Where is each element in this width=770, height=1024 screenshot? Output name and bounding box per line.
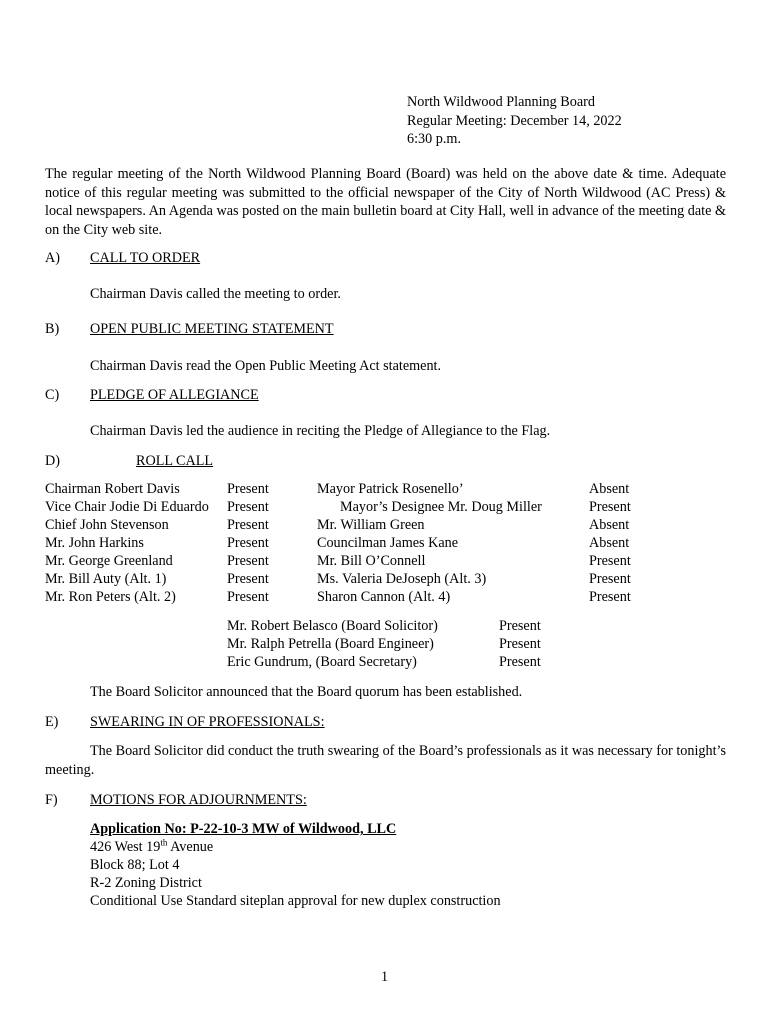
application-address bbox=[90, 838, 501, 856]
member-status: Present bbox=[227, 481, 269, 497]
member-name: Mayor Patrick Rosenello’ bbox=[317, 481, 464, 497]
member-name: Vice Chair Jodie Di Eduardo bbox=[45, 499, 209, 515]
professional-name: Mr. Ralph Petrella (Board Engineer) bbox=[227, 636, 434, 652]
section-c-title: PLEDGE OF ALLEGIANCE bbox=[90, 387, 259, 403]
application-block bbox=[90, 820, 501, 910]
page-number: 1 bbox=[381, 969, 389, 985]
member-name: Chief John Stevenson bbox=[45, 517, 169, 533]
professional-status: Present bbox=[499, 618, 541, 634]
section-d-letter: D) bbox=[45, 453, 60, 469]
section-f-letter: F) bbox=[45, 792, 58, 808]
member-status: Present bbox=[589, 589, 631, 605]
application-title: Application No: P-22-10-3 MW of Wildwood, LLC bbox=[90, 821, 397, 837]
member-name: Mr. Bill Auty (Alt. 1) bbox=[45, 571, 167, 587]
member-name: Mr. Bill O’Connell bbox=[317, 553, 426, 569]
section-e-title: SWEARING IN OF PROFESSIONALS: bbox=[90, 714, 325, 730]
application-zoning: R-2 Zoning District bbox=[90, 875, 202, 891]
quorum-text: The Board Solicitor announced that the Board quorum has been established. bbox=[90, 684, 523, 700]
member-name: Mayor’s Designee Mr. Doug Miller bbox=[340, 499, 542, 515]
board-name: North Wildwood Planning Board bbox=[407, 94, 595, 110]
address-street: 426 West 19 bbox=[90, 839, 161, 855]
section-b-letter: B) bbox=[45, 321, 60, 337]
address-ordinal: th bbox=[160, 837, 168, 848]
application-block-lot: Block 88; Lot 4 bbox=[90, 857, 180, 873]
member-name: Chairman Robert Davis bbox=[45, 481, 180, 497]
professional-status: Present bbox=[499, 654, 541, 670]
member-name: Mr. George Greenland bbox=[45, 553, 173, 569]
application-description: Conditional Use Standard siteplan approval for new duplex construction bbox=[90, 893, 501, 909]
meeting-time: 6:30 p.m. bbox=[407, 131, 461, 147]
member-status: Present bbox=[589, 499, 631, 515]
section-d-title: ROLL CALL bbox=[136, 453, 214, 469]
member-status: Present bbox=[227, 589, 269, 605]
section-f-title: MOTIONS FOR ADJOURNMENTS: bbox=[90, 792, 307, 808]
document-header bbox=[407, 93, 622, 149]
member-status: Present bbox=[589, 571, 631, 587]
section-c-letter: C) bbox=[45, 387, 60, 403]
section-e-text: The Board Solicitor did conduct the truth swearing of the Board’s professionals as it was necessary for tonight’s meeting. bbox=[45, 743, 726, 778]
member-status: Present bbox=[227, 517, 269, 533]
member-status: Present bbox=[589, 553, 631, 569]
professional-status: Present bbox=[499, 636, 541, 652]
member-name: Mr. William Green bbox=[317, 517, 425, 533]
member-status: Absent bbox=[589, 517, 630, 533]
member-status: Present bbox=[227, 535, 269, 551]
member-name: Mr. Ron Peters (Alt. 2) bbox=[45, 589, 176, 605]
professional-name: Mr. Robert Belasco (Board Solicitor) bbox=[227, 618, 438, 634]
intro-paragraph: The regular meeting of the North Wildwood Planning Board (Board) was held on the above date & time. Adequate notice of this regular meeting was submitted to the official newspaper of the City of North Wildwood (AC Press) & local newspapers. An Agenda was posted on the main bulletin board at City Hall, well in advance of the meeting date & on the City web site. bbox=[45, 166, 726, 238]
member-status: Absent bbox=[589, 481, 630, 497]
section-b-title: OPEN PUBLIC MEETING STATEMENT bbox=[90, 321, 334, 337]
professional-name: Eric Gundrum, (Board Secretary) bbox=[227, 654, 417, 670]
section-b-text: Chairman Davis read the Open Public Meeting Act statement. bbox=[90, 358, 442, 374]
section-e-letter: E) bbox=[45, 714, 59, 730]
member-status: Absent bbox=[589, 535, 630, 551]
member-name: Ms. Valeria DeJoseph (Alt. 3) bbox=[317, 571, 487, 587]
section-c-text: Chairman Davis led the audience in reciting the Pledge of Allegiance to the Flag. bbox=[90, 423, 551, 439]
section-a-letter: A) bbox=[45, 250, 60, 266]
section-a-title: CALL TO ORDER bbox=[90, 250, 201, 266]
meeting-date: Regular Meeting: December 14, 2022 bbox=[407, 112, 622, 129]
member-status: Present bbox=[227, 499, 269, 515]
member-name: Councilman James Kane bbox=[317, 535, 459, 551]
section-a-text: Chairman Davis called the meeting to order. bbox=[90, 286, 341, 302]
member-name: Mr. John Harkins bbox=[45, 535, 144, 551]
address-suffix: Avenue bbox=[167, 839, 214, 855]
member-name: Sharon Cannon (Alt. 4) bbox=[317, 589, 451, 605]
member-status: Present bbox=[227, 553, 269, 569]
member-status: Present bbox=[227, 571, 269, 587]
